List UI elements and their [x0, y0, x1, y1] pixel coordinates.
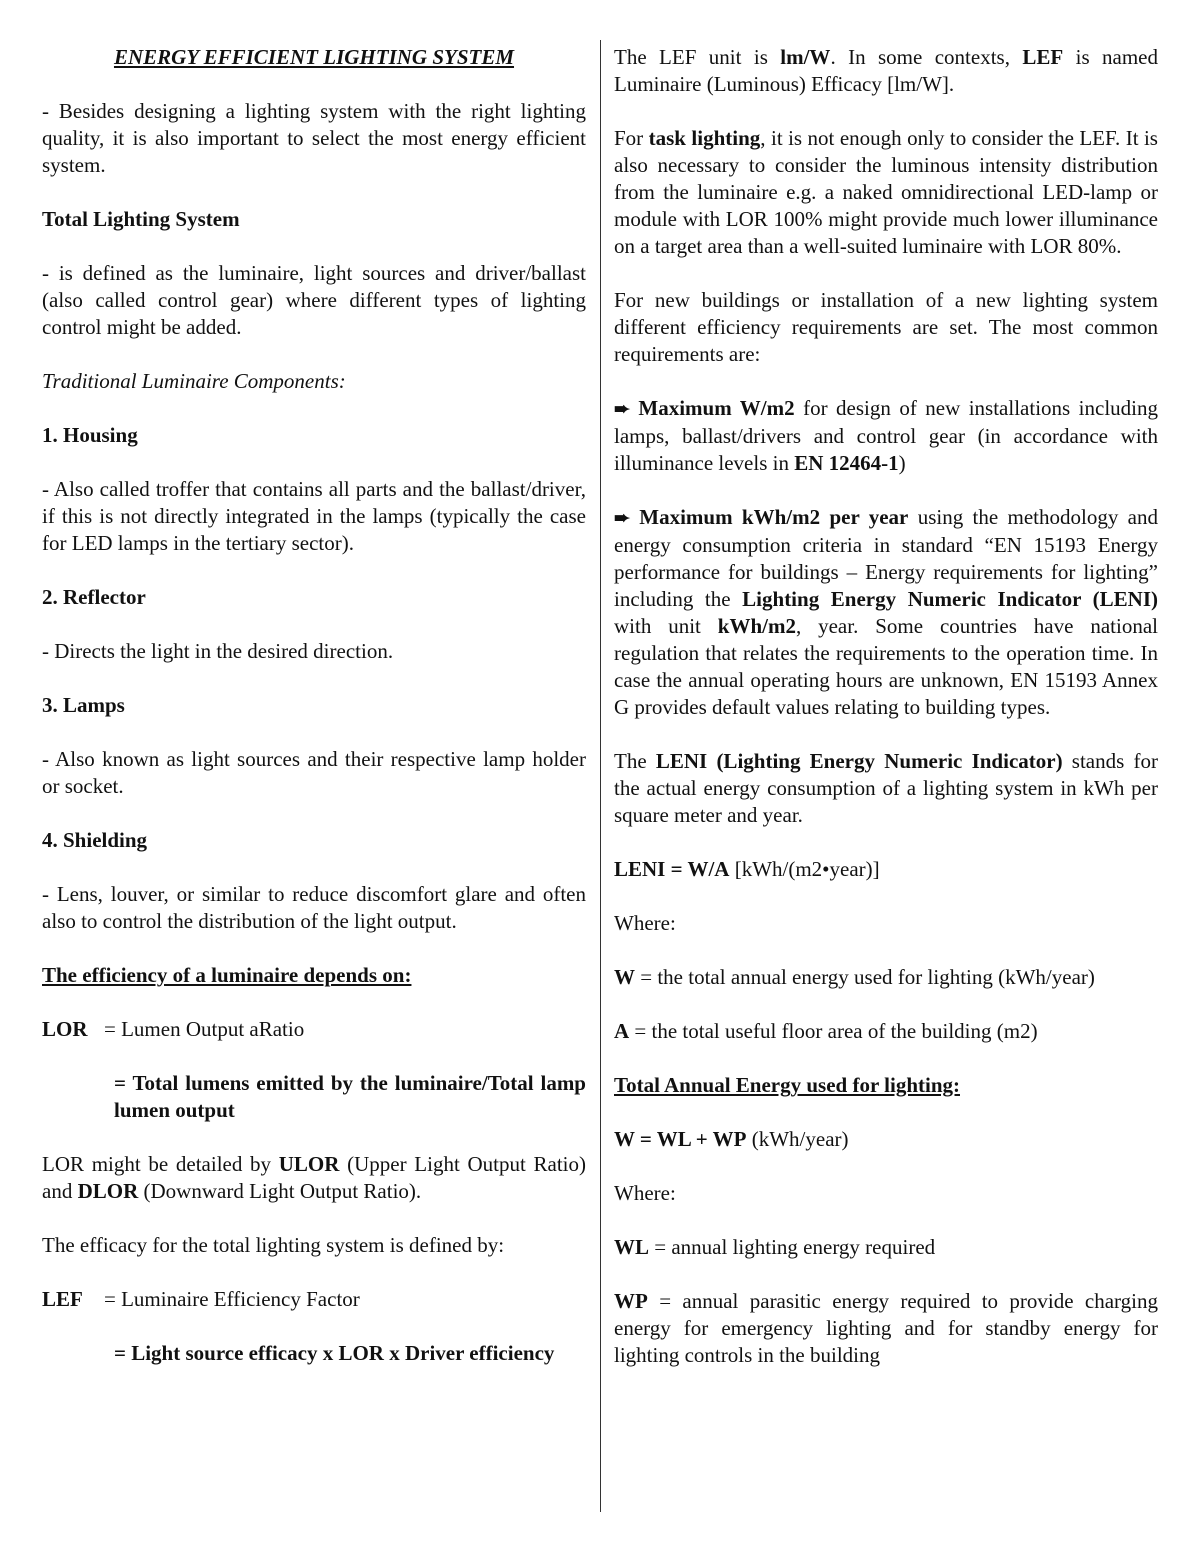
intro-paragraph: - Besides designing a lighting system with the right lighting quality, it is also important to select the most energy efficient system. — [42, 99, 586, 177]
housing-text: - Also called troffer that contains all parts and the ballast/driver, if this is not directly integrated in the lamps (typically the case for LED lamps in the tertiary sector). — [42, 477, 586, 555]
lef-def: = Luminaire Efficiency Factor — [104, 1287, 360, 1311]
lef-label: LEF — [42, 1287, 83, 1311]
arrow-bullet-icon: ➨ — [614, 399, 630, 420]
a-symbol: A — [614, 1019, 630, 1043]
leni-text-1: The — [614, 749, 656, 773]
new-buildings-paragraph: For new buildings or installation of a new lighting system different efficiency requirements are set. The most common requirements are: — [614, 288, 1158, 366]
w-formula-unit: (kWh/year) — [746, 1127, 849, 1151]
unit-text-2: . In some contexts, — [830, 45, 1023, 69]
left-column — [42, 44, 586, 1394]
lor-detail-text-1: LOR might be detailed by — [42, 1152, 279, 1176]
efficiency-heading: The efficiency of a luminaire depends on: — [42, 963, 412, 987]
housing-heading: 1. Housing — [42, 423, 138, 447]
leni-formula-bold: LENI = W/A — [614, 857, 730, 881]
ulor-term: ULOR — [278, 1152, 340, 1176]
lor-detail-text-3: (Downward Light Output Ratio). — [138, 1179, 422, 1203]
a-text: = the total useful floor area of the building (m2) — [629, 1019, 1038, 1043]
task-text-1: For — [614, 126, 649, 150]
lamps-text: - Also known as light sources and their respective lamp holder or socket. — [42, 747, 586, 798]
w-symbol: W — [614, 965, 635, 989]
max-kwh-term: Maximum kWh/m2 per year — [639, 505, 909, 529]
shielding-text: - Lens, louver, or similar to reduce discomfort glare and often also to control the distribution of the light output. — [42, 882, 586, 933]
right-column — [614, 44, 1158, 1396]
kwh-m2-term: kWh/m2 — [717, 614, 796, 638]
lor-formula: = Total lumens emitted by the luminaire/Total lamp lumen output — [114, 1071, 586, 1122]
task-text-2: , it is not enough only to consider the LEF. It is also necessary to consider the luminous intensity distribution from the luminaire e.g. a naked omnidirectional LED-lamp or module with LOR 100% might provide much lower illuminance on a target area than a well-suited luminaire with LOR 80%. — [614, 126, 1158, 258]
wp-text: = annual parasitic energy required to provide charging energy for emergency lighting and for standby energy for lighting controls in the building — [614, 1289, 1158, 1367]
bullet-2-text-2: with unit — [614, 614, 718, 638]
bullet-1-end: ) — [898, 451, 906, 475]
requirement-bullet-1 — [614, 395, 1158, 477]
reflector-text: - Directs the light in the desired direction. — [42, 639, 394, 663]
wl-symbol: WL — [614, 1235, 650, 1259]
w-formula — [614, 1126, 1158, 1153]
lamps-heading: 3. Lamps — [42, 693, 125, 717]
efficacy-intro: The efficacy for the total lighting system is defined by: — [42, 1233, 505, 1257]
w-formula-bold: W = WL + WP — [614, 1127, 747, 1151]
wp-symbol: WP — [614, 1289, 648, 1313]
en-12464-term: EN 12464-1 — [794, 451, 899, 475]
task-lighting-term: task lighting — [648, 126, 761, 150]
lef-unit-paragraph — [614, 44, 1158, 98]
where-label-1: Where: — [614, 911, 676, 935]
lef-formula: = Light source efficacy x LOR x Driver efficiency — [114, 1341, 555, 1365]
reflector-heading: 2. Reflector — [42, 585, 146, 609]
leni-paragraph — [614, 748, 1158, 829]
dlor-term: DLOR — [77, 1179, 139, 1203]
column-divider — [600, 40, 601, 1512]
shielding-heading: 4. Shielding — [42, 828, 148, 852]
requirement-bullet-2 — [614, 504, 1158, 721]
unit-text-1: The LEF unit is — [614, 45, 781, 69]
lor-detail-text-2: (Upper Light Output Ratio) and — [42, 1152, 586, 1203]
where-label-2: Where: — [614, 1181, 676, 1205]
lor-def: = Lumen Output aRatio — [104, 1017, 305, 1041]
leni-formula-unit: [kWh/(m2•year)] — [729, 857, 880, 881]
total-lighting-heading: Total Lighting System — [42, 207, 240, 231]
task-lighting-paragraph — [614, 125, 1158, 260]
annual-energy-heading: Total Annual Energy used for lighting: — [614, 1073, 960, 1097]
wp-definition — [614, 1288, 1158, 1369]
arrow-bullet-icon: ➨ — [614, 508, 630, 529]
lor-definition — [42, 1016, 586, 1043]
total-lighting-definition: - is defined as the luminaire, light sources and driver/ballast (also called control gear) where different types of lighting control might be added. — [42, 261, 586, 339]
document-title: ENERGY EFFICIENT LIGHTING SYSTEM — [113, 45, 515, 69]
unit-lef: LEF — [1022, 45, 1064, 69]
a-definition — [614, 1018, 1158, 1045]
max-wm2-term: Maximum W/m2 — [638, 396, 795, 420]
wl-text: = annual lighting energy required — [649, 1235, 936, 1259]
wl-definition — [614, 1234, 1158, 1261]
components-heading: Traditional Luminaire Components: — [42, 369, 346, 393]
leni-text-2: stands for the actual energy consumption of a lighting system in kWh per square meter and year. — [614, 749, 1158, 827]
bullet-1-text: for design of new installations including lamps, ballast/drivers and control gear (in accordance with illuminance levels in — [614, 396, 1158, 475]
leni-full-term: LENI (Lighting Energy Numeric Indicator) — [655, 749, 1063, 773]
w-text: = the total annual energy used for lighting (kWh/year) — [635, 965, 1095, 989]
lef-definition — [42, 1286, 586, 1313]
leni-term: Lighting Energy Numeric Indicator (LENI) — [742, 587, 1158, 611]
bullet-2-text-1: using the methodology and energy consumption criteria in standard “EN 15193 Energy performance for buildings – Energy requirements for lighting” including the — [614, 505, 1159, 611]
w-definition — [614, 964, 1158, 991]
bullet-2-text-3: , year. Some countries have national regulation that relates the requirements to the operation time. In case the annual operating hours are unknown, EN 15193 Annex G provides default values relating to building types. — [614, 614, 1158, 719]
unit-lmw: lm/W — [780, 45, 831, 69]
lor-label: LOR — [42, 1017, 88, 1041]
leni-formula — [614, 856, 1158, 883]
lor-detail — [42, 1151, 586, 1205]
unit-text-3: is named Luminaire (Luminous) Efficacy [lm/W]. — [614, 45, 1158, 96]
